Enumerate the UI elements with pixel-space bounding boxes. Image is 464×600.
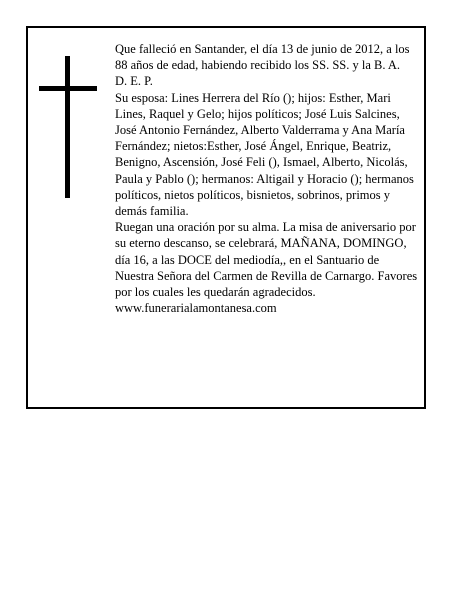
notice-mass: Ruegan una oración por su alma. La misa de aniversario por su eterno descanso, se celebrará, MAÑANA, DOMINGO, día 16, a las DOCE del mediodía,, en el Santuario de Nuestra Señora del Carmen de Revilla de Carnargo. Favores por los cuales les quedarán agradecidos. [115,220,418,300]
notice-website: www.funerarialamontanesa.com [115,301,277,316]
cross-vertical-bar [65,56,70,198]
notice-intro: Que falleció en Santander, el día 13 de junio de 2012, a los 88 años de edad, habiendo recibido los SS. SS. y la B. A. [115,42,410,73]
notice-rip: D. E. P. [115,74,153,89]
obituary-notice [26,26,426,409]
cross-icon [39,56,97,198]
notice-family: Su esposa: Lines Herrera del Río (); hijos: Esther, Mari Lines, Raquel y Gelo; hijos políticos; José Luis Salcines, José Antonio Fernández, Alberto Valderrama y Ana María Fernández; nietos:Esther, José Ángel, Enrique, Beatriz, Benigno, Ascensión, José Feli (), Ismael, Alberto, Nicolás, Paula y Pablo (); hermanos: Altigail y Horacio (); hermanos políticos, nietos políticos, bisnietos, sobrinos, primos y demás familia. [115,90,414,219]
notice-text [115,41,421,316]
cross-horizontal-bar [39,86,97,91]
